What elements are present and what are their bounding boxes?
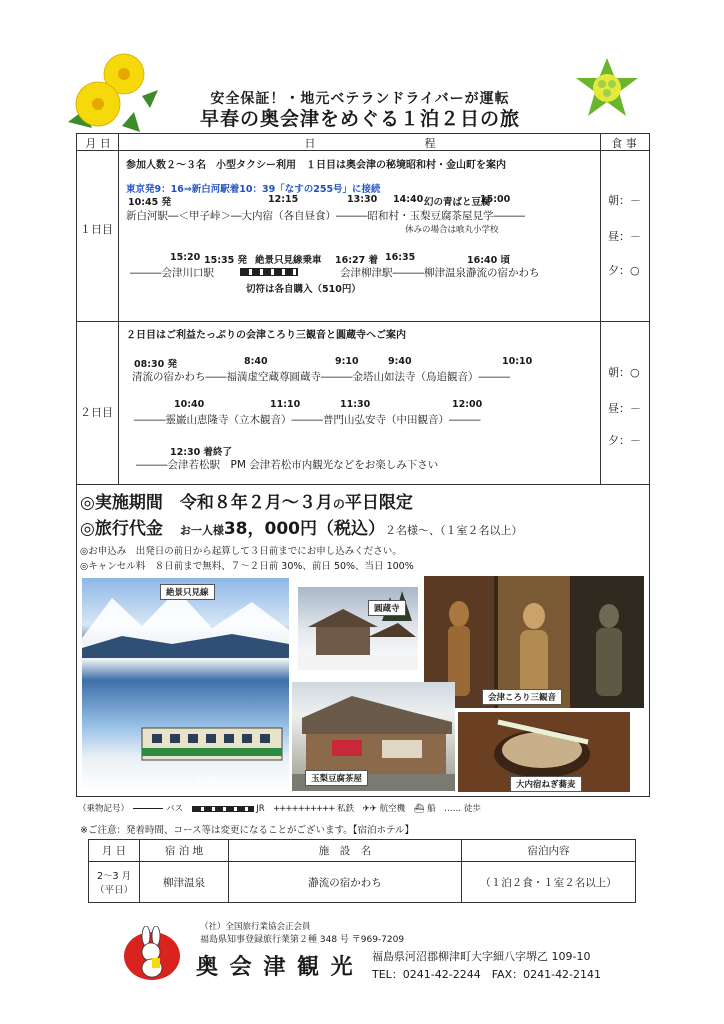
time: 15:35 発 <box>204 255 248 266</box>
time: 11:10 <box>270 399 301 410</box>
header-meals: 食 事 <box>611 137 637 150</box>
enzoji-label: 圓蔵寺 <box>368 600 406 616</box>
header-itinerary-1: 日 <box>304 137 316 150</box>
time: 15:20 <box>170 252 201 263</box>
time: 11:30 <box>340 399 371 410</box>
scenic-ride: 絶景只見線乗車 <box>255 255 322 266</box>
yellow-flower-icon <box>62 48 160 134</box>
header-date: 月 日 <box>85 137 111 150</box>
company-logo-icon <box>122 926 182 982</box>
day2-breakfast: 朝：○ <box>608 366 640 379</box>
time: 10:40 <box>174 399 205 410</box>
day2-route-c: ―――会津若松駅 PM 会津若松市内観光などをお楽しみ下さい <box>136 459 439 471</box>
time: 14:40 <box>393 194 424 205</box>
day1-train: 東京発9：16⇒新白河駅着10：39「なすの255号」に接続 <box>126 184 381 195</box>
page-title: 早春の奥会津をめぐる１泊２日の旅 <box>199 108 520 130</box>
ticket-note: 切符は各自購入（510円） <box>246 284 361 295</box>
time: 16:35 <box>385 252 416 263</box>
time: 16:40 頃 <box>467 255 511 266</box>
time: 16:27 着 <box>335 255 379 266</box>
time: 08:30 発 <box>134 359 178 370</box>
soba-label: 大内宿ねぎ蕎麦 <box>510 776 582 792</box>
day1-route-b2: 会津柳津駅―――柳津温泉瀞流の宿かわち <box>340 267 540 279</box>
change-notice: ※ご注意：発着時間、コース等は変更になることがございます。【宿泊ホテル】 <box>80 825 415 836</box>
day1-dinner: 夕：○ <box>608 264 640 277</box>
time: 12:30 着終了 <box>170 447 233 458</box>
kannon-label: 会津ころり三観音 <box>482 689 562 705</box>
day1-route-a: 新白河駅―＜甲子峠＞―大内宿（各自昼食）―――昭和村・玉梨豆腐茶屋見学――― <box>126 210 525 222</box>
day1-intro: 参加人数２～３名 小型タクシー利用 １日目は奥会津の秘境昭和村・金山町を案内 <box>126 160 506 171</box>
day1-breakfast: 朝：－ <box>608 194 641 207</box>
day2-dinner: 夕：－ <box>608 434 641 447</box>
apply-note: ◎お申込み 出発日の前日から起算して３日前までにお申し込みください。 <box>80 546 402 557</box>
ship-icon: ⛴ <box>413 804 425 814</box>
day2-label: ２日目 <box>80 406 113 419</box>
header-itinerary-2: 程 <box>424 137 436 150</box>
image-note: ※写真はイメージです。 <box>196 777 277 786</box>
day1-note: 休みの場合は喰丸小学校 <box>405 225 499 235</box>
tadami-label: 絶景只見線 <box>160 584 215 600</box>
price: ◎旅行代金 お一人様38，000円（税込）２名様～、（１室２名以上） <box>80 519 523 539</box>
spot-note: 幻の青ばと豆腐 <box>424 197 491 208</box>
period: ◎実施期間 令和８年２月～３月の平日限定 <box>80 493 413 513</box>
plane-icon: ✈✈ <box>362 804 377 814</box>
day1-label: １日目 <box>80 223 113 236</box>
day2-route-a: 清流の宿かわち――福満虚空蔵尊圓蔵寺―――金塔山如法寺（鳥追観音）――― <box>132 371 510 383</box>
day2-lunch: 昼：－ <box>608 402 641 415</box>
subtitle: 安全保証！・地元ベテランドライバーが運転 <box>210 91 510 107</box>
accommodation-table: 月 日 宿 泊 地 施 設 名 宿泊内容 2～3 月 （平日） 柳津温泉 瀞流の宿かわち （１泊２食・１室２名以上） <box>88 839 636 903</box>
cancel-note: ◎キャンセル料 ８日前まで無料、７～２日前 30%、前日 50%、当日 100% <box>80 561 414 572</box>
time: 10:10 <box>502 356 533 367</box>
time: 13:30 <box>347 194 378 205</box>
day1-route-b1: ―――会津川口駅 <box>130 267 214 279</box>
day2-intro: ２日目はご利益たっぷりの会津ころり三観音と圓蔵寺へご案内 <box>126 330 406 341</box>
time: 12:15 <box>268 194 299 205</box>
association: （社）全国旅行業協会正会員 <box>200 922 311 932</box>
jr-line-icon <box>240 268 298 276</box>
company-address: 福島県河沼郡柳津町大字細八字堺乙 109-10 <box>372 950 591 963</box>
license: 福島県知事登録旅行業第２種 348 号 〒969-7209 <box>200 935 405 945</box>
time: 8:40 <box>244 356 268 367</box>
tofu-label: 玉梨豆腐茶屋 <box>305 770 368 786</box>
day1-lunch: 昼：－ <box>608 230 641 243</box>
time: 12:00 <box>452 399 483 410</box>
vehicle-legend: （乗物記号） バス JR ++++++++++ 私鉄 ✈✈ 航空機 ⛴ 船 …… 徒歩 <box>78 804 481 814</box>
company-tel: TEL：0241-42-2244 FAX：0241-42-2141 <box>372 968 602 981</box>
time: 15:00 <box>480 194 511 205</box>
company-name: 奥 会 津 観 光 <box>196 955 355 980</box>
green-flower-icon <box>574 56 640 122</box>
day2-route-b: ―――靈巌山恵隆寺（立木観音）―――普門山弘安寺（中田観音）――― <box>134 414 481 426</box>
tadami-line-photo <box>82 578 289 791</box>
time: 9:10 <box>335 356 359 367</box>
time: 9:40 <box>388 356 412 367</box>
time: 10:45 発 <box>128 197 172 208</box>
